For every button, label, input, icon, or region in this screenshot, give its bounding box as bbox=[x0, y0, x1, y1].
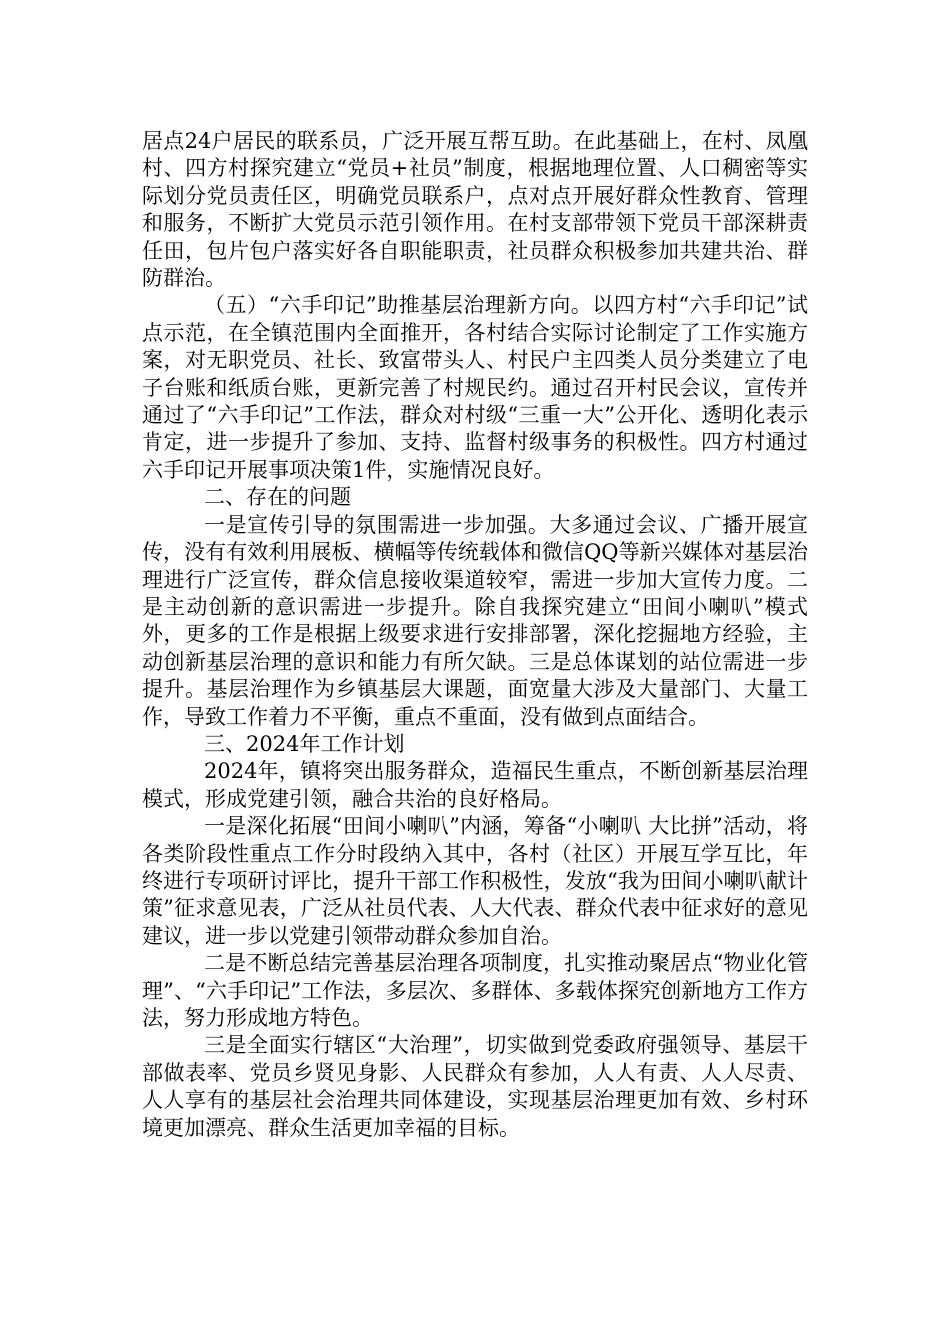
section-heading-work-plan: 三、2024年工作计划 bbox=[204, 731, 405, 756]
paragraph-six-handprints: （五）“六手印记”助推基层治理新方向。以四方村“六手印记”试点示范，在全镇范围内全面推开，各村结合实际讨论制定了工作实施方案，对无职党员、社长、致富带头人、村民户主四类人员分类建立了电子台账和纸质台账，更新完善了村规民约。通过召开村民会议，宣传并通过了“六手印记”工作法，群众对村级“三重一大”公开化、透明化表示肯定，进一步提升了参加、支持、监督村级事务的积极性。四方村通过六手印记开展事项决策1件，实施情况良好。 bbox=[142, 293, 808, 482]
document-page bbox=[142, 128, 808, 1142]
paragraph-plan-item-3: 三是全面实行辖区“大治理”，切实做到党委政府强领导、基层干部做表率、党员乡贤见身影、人民群众有参加，人人有责、人人尽责、人人享有的基层社会治理共同体建设，实现基层治理更加有效、乡村环境更加漂亮、群众生活更加幸福的目标。 bbox=[142, 1033, 808, 1140]
section-heading-problems: 二、存在的问题 bbox=[204, 485, 351, 510]
paragraph-plan-intro: 2024年，镇将突出服务群众，造福民生重点，不断创新基层治理模式，形成党建引领，融合共治的良好格局。 bbox=[142, 759, 808, 811]
paragraph-plan-item-1: 一是深化拓展“田间小喇叭”内涵，筹备“小喇叭 大比拼”活动，将各类阶段性重点工作分时段纳入其中，各村（社区）开展互学互比，年终进行专项研讨评比，提升干部工作积极性，发放“我为田间小喇叭献计策”征求意见表，广泛从社员代表、人大代表、群众代表中征求好的意见建议，进一步以党建引领带动群众参加自治。 bbox=[142, 814, 808, 948]
paragraph-continuation: 居点24户居民的联系员，广泛开展互帮互助。在此基础上，在村、凤凰村、四方村探究建立“党员+社员”制度，根据地理位置、人口稠密等实际划分党员责任区，明确党员联系户，点对点开展好群众性教育、管理和服务，不断扩大党员示范引领作用。在村支部带领下党员干部深耕责任田，包片包户落实好各自职能职责，社员群众积极参加共建共治、群防群治。 bbox=[142, 129, 808, 291]
paragraph-problems: 一是宣传引导的氛围需进一步加强。大多通过会议、广播开展宣传，没有有效利用展板、横幅等传统载体和微信QQ等新兴媒体对基层治理进行广泛宣传，群众信息接收渠道较窄，需进一步加大宣传力度。二是主动创新的意识需进一步提升。除自我探究建立“田间小喇叭”模式外，更多的工作是根据上级要求进行安排部署，深化挖掘地方经验，主动创新基层治理的意识和能力有所欠缺。三是总体谋划的站位需进一步提升。基层治理作为乡镇基层大课题，面宽量大涉及大量部门、大量工作，导致工作着力不平衡，重点不重面，没有做到点面结合。 bbox=[142, 512, 808, 729]
paragraph-plan-item-2: 二是不断总结完善基层治理各项制度，扎实推动聚居点“物业化管理”、“六手印记”工作法，多层次、多群体、多载体探究创新地方工作方法，努力形成地方特色。 bbox=[142, 951, 808, 1030]
